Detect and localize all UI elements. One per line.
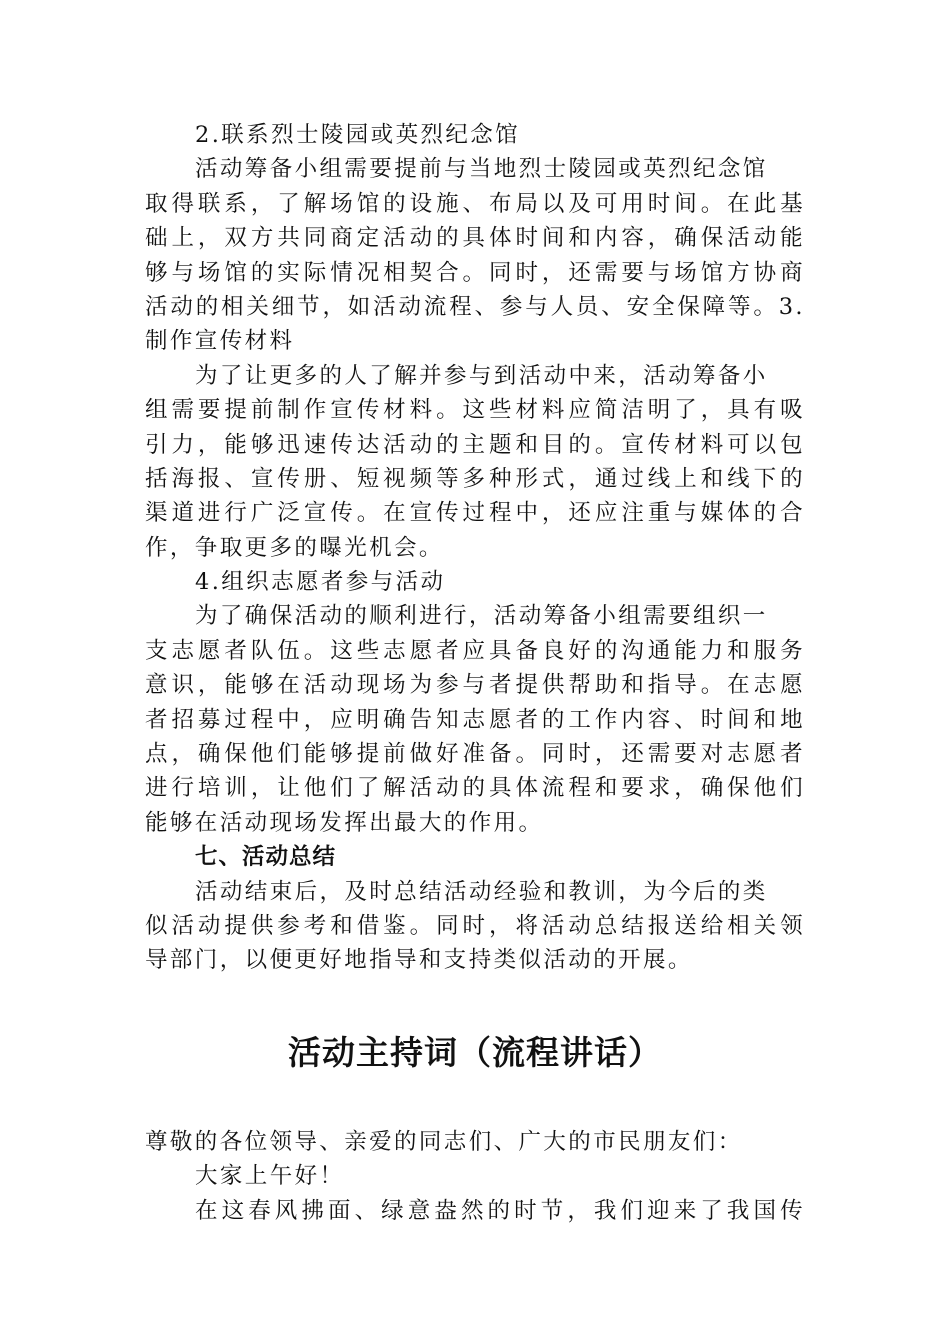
paragraph-line: 制作宣传材料 — [145, 328, 295, 355]
paragraph-line: 能够在活动现场发挥出最大的作用。 — [145, 809, 544, 836]
paragraph-line: 导部门，以便更好地指导和支持类似活动的开展。 — [145, 947, 693, 974]
paragraph-line: 够与场馆的实际情况相契合。同时，还需要与场馆方协商 — [145, 259, 805, 286]
paragraph-line: 取得联系，了解场馆的设施、布局以及可用时间。在此基 — [145, 190, 805, 217]
paragraph-line: 在这春风拂面、绿意盎然的时节，我们迎来了我国传 — [195, 1197, 805, 1224]
paragraph-line: 组需要提前制作宣传材料。这些材料应简洁明了，具有吸 — [145, 397, 805, 424]
paragraph-line: 意识，能够在活动现场为参与者提供帮助和指导。在志愿 — [145, 672, 805, 699]
paragraph-line: 引力，能够迅速传达活动的主题和目的。宣传材料可以包 — [145, 431, 805, 458]
paragraph-line: 础上，双方共同商定活动的具体时间和内容，确保活动能 — [145, 225, 805, 252]
paragraph-line: 点，确保他们能够提前做好准备。同时，还需要对志愿者 — [145, 741, 805, 768]
paragraph-line: 似活动提供参考和借鉴。同时，将活动总结报送给相关领 — [145, 912, 805, 939]
paragraph-line: 作，争取更多的曝光机会。 — [145, 534, 444, 561]
paragraph-line: 括海报、宣传册、短视频等多种形式，通过线上和线下的 — [145, 465, 805, 492]
section-heading-summary: 七、活动总结 — [195, 844, 337, 871]
document-body — [145, 118, 805, 978]
paragraph-line: 渠道进行广泛宣传。在宣传过程中，还应注重与媒体的合 — [145, 500, 805, 527]
paragraph-line: 支志愿者队伍。这些志愿者应具备良好的沟通能力和服务 — [145, 637, 805, 664]
paragraph-line: 进行培训，让他们了解活动的具体流程和要求，确保他们 — [145, 775, 805, 802]
paragraph-line: 为了确保活动的顺利进行，活动筹备小组需要组织一 — [195, 603, 768, 630]
paragraph-line: 为了让更多的人了解并参与到活动中来，活动筹备小 — [195, 362, 768, 389]
paragraph-line: 活动结束后，及时总结活动经验和教训，为今后的类 — [195, 878, 768, 905]
salutation: 尊敬的各位领导、亲爱的同志们、广大的市民朋友们： — [145, 1129, 743, 1155]
paragraph-line: 者招募过程中，应明确告知志愿者的工作内容、时间和地 — [145, 706, 805, 733]
speech-body — [145, 1125, 805, 1228]
greeting: 大家上午好！ — [195, 1163, 345, 1190]
paragraph-line: 活动筹备小组需要提前与当地烈士陵园或英烈纪念馆 — [195, 156, 768, 183]
subheading-contact-memorial: 2.联系烈士陵园或英烈纪念馆 — [195, 122, 521, 148]
paragraph-line: 活动的相关细节，如活动流程、参与人员、安全保障等。3. — [145, 293, 805, 320]
document-title: 活动主持词（流程讲话） — [288, 1033, 662, 1072]
subheading-volunteers: 4.组织志愿者参与活动 — [195, 569, 446, 596]
